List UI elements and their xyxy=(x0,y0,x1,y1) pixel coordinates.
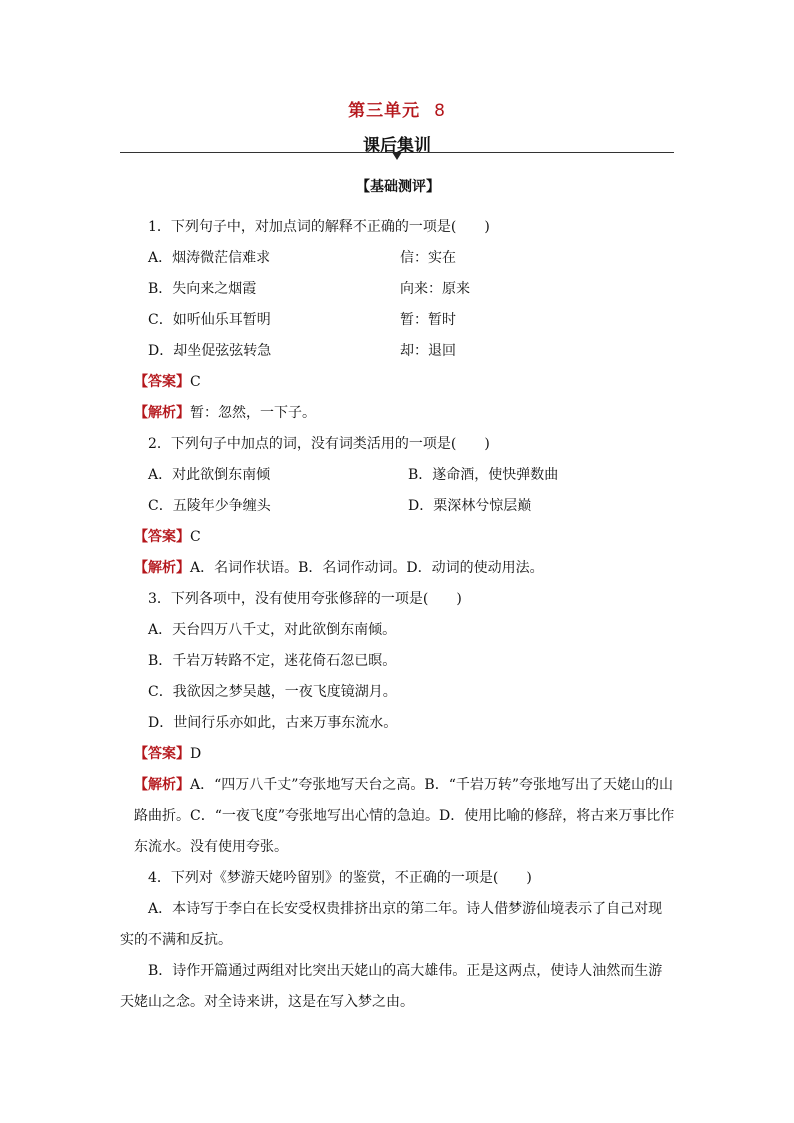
option-note: 却：退回 xyxy=(400,343,456,359)
q1-stem: 1．下列句子中，对加点词的解释不正确的一项是( ) xyxy=(148,219,490,235)
answer-value: C xyxy=(190,529,201,545)
answer-tag: 【答案】 xyxy=(134,374,190,390)
q3-option-b: B．千岩万转路不定，迷花倚石忽已暝。 xyxy=(148,653,397,669)
lesson-number: 8 xyxy=(434,101,446,121)
answer-tag: 【答案】 xyxy=(134,529,190,545)
answer-value: D xyxy=(190,746,202,762)
q1-option-c xyxy=(120,305,676,336)
option-text: C．如听仙乐耳暂明 xyxy=(148,312,271,328)
option-text: B．遂命酒，使快弹数曲 xyxy=(408,467,559,483)
down-triangle-icon xyxy=(392,152,402,160)
q3-option-c: C．我欲因之梦吴越，一夜飞度镜湖月。 xyxy=(148,684,397,700)
analysis-text: A．名词作状语。B．名词作动词。D．动词的使动用法。 xyxy=(190,560,544,576)
option-text: D．却坐促弦弦转急 xyxy=(148,343,272,359)
subtitle: 课后集训 xyxy=(363,136,431,156)
q3-option-d: D．世间行乐亦如此，古来万事东流水。 xyxy=(148,715,398,731)
q1-analysis xyxy=(120,398,676,429)
option-text: D．栗深林兮惊层巅 xyxy=(408,498,532,514)
analysis-tag: 【解析】 xyxy=(134,405,190,421)
option-text: A．烟涛微茫信难求 xyxy=(148,250,271,266)
q4-option-a: A．本诗写于李白在长安受权贵排挤出京的第二年。诗人借梦游仙境表示了自己对现实的不满和反抗。 xyxy=(120,901,663,948)
answer-tag: 【答案】 xyxy=(134,746,190,762)
unit-label: 第三单元 xyxy=(348,101,421,121)
q4-stem: 4．下列对《梦游天姥吟留别》的鉴赏，不正确的一项是( ) xyxy=(148,870,532,886)
answer-value: C xyxy=(190,374,201,390)
q4-option-b: B．诗作开篇通过两组对比突出天姥山的高大雄伟。正是这两点，使诗人油然而生游天姥山之念。对全诗来讲，这是在写入梦之由。 xyxy=(120,963,663,1010)
q2-stem: 2．下列句子中加点的词，没有词类活用的一项是( ) xyxy=(148,436,490,452)
q2-answer xyxy=(120,522,676,553)
option-text: B．失向来之烟霞 xyxy=(148,281,257,297)
q1-option-a xyxy=(120,243,676,274)
q3-analysis xyxy=(120,770,676,863)
analysis-text: A．“四万八千丈”夸张地写天台之高。B．“千岩万转”夸张地写出了天姥山的山路曲折。C．“一夜飞度”夸张地写出心情的急迫。D．使用比喻的修辞，将古来万事比作东流水。没有使用夸张。 xyxy=(134,777,675,855)
q3-answer xyxy=(120,739,676,770)
analysis-tag: 【解析】 xyxy=(134,560,190,576)
option-note: 暂：暂时 xyxy=(400,312,456,328)
analysis-tag: 【解析】 xyxy=(134,777,190,793)
option-text: A．对此欲倒东南倾 xyxy=(148,467,271,483)
q1-option-d xyxy=(120,336,676,367)
option-text: C．五陵年少争缠头 xyxy=(148,498,271,514)
unit-title xyxy=(120,96,674,121)
q1-option-b xyxy=(120,274,676,305)
q2-analysis xyxy=(120,553,676,584)
q2-options-row-2 xyxy=(120,491,676,522)
q2-options-row-1 xyxy=(120,460,676,491)
q3-stem: 3．下列各项中，没有使用夸张修辞的一项是( ) xyxy=(148,591,462,607)
analysis-text: 暂：忽然，一下子。 xyxy=(190,405,316,421)
option-note: 向来：原来 xyxy=(400,281,470,297)
option-note: 信：实在 xyxy=(400,250,456,266)
q1-answer xyxy=(120,367,676,398)
q3-option-a: A．天台四万八千丈，对此欲倒东南倾。 xyxy=(148,622,397,638)
section-title: 【基础测评】 xyxy=(356,179,440,195)
document-header xyxy=(120,96,674,156)
document-body xyxy=(120,172,676,1018)
